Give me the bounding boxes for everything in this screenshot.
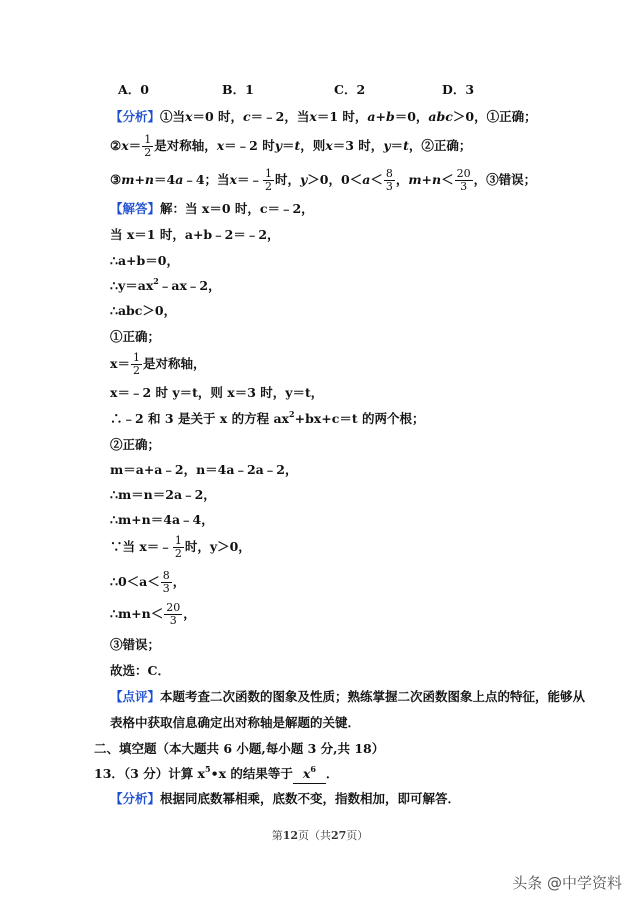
page-number: 12 [282,829,298,842]
page-footer: 第12页（共27页） [271,829,369,842]
comment-tag: 【点评】 [110,689,161,704]
solution-line-13: ∴m+n＝4a﹣4， [110,512,214,527]
solution-line-12: ∴m＝n＝2a﹣2， [110,487,216,502]
comment-line-2: 表格中获取信息确定出对称轴是解题的关键． [110,715,361,730]
solution-line-5: ∴abc＞0， [110,303,177,318]
section-heading: 二、填空题（本大题共 6 小题,每小题 3 分,共 18） [94,741,385,756]
solution-line-8: x＝﹣2 时 y＝t，则 x＝3 时，y＝t， [110,385,324,400]
solution-line-2: 当 x＝1 时，a+b﹣2＝﹣2， [110,227,280,242]
solution-line-6: ①正确； [110,329,161,344]
option-d: D．3 [442,82,475,97]
q13-analysis: 【分析】根据同底数幂相乘，底数不变，指数相加，即可解答． [110,791,461,806]
solution-tag: 【解答】 [110,201,161,216]
fraction: $\frac{1}{2}$ [265,167,272,193]
answer-blank: $x^6$ [293,765,326,784]
question-13: 13．（3 分）计算 $x^5•x$ 的结果等于 $x^6$ ． [94,765,338,784]
solution-line-18: 故选：C． [110,663,170,678]
solution-line-10: ②正确； [110,437,161,452]
analysis-tag: 【分析】 [110,791,161,806]
analysis-line-2: ②x＝ $\frac{1}{2}$ 是对称轴，x＝﹣2 时y＝t，则x＝3 时，y＝t，②正确； [110,133,472,159]
solution-line-7: x＝ $\frac{1}{2}$ 是对称轴， [110,351,206,377]
solution-line-15: ∴0＜a＜ $\frac{8}{3}$ ， [110,569,186,595]
option-a: A．0 [118,82,149,97]
analysis-line-1: 【分析】①当x＝0 时，c＝﹣2，当x＝1 时，a+b＝0，abc＞0，①正确； [110,109,537,124]
fraction: $\frac{1}{2}$ [174,534,182,560]
solution-line-16: ∴m+n＜ $\frac{20}{3}$ ， [110,601,196,627]
fraction: $\frac{20}{3}$ [166,601,181,627]
fraction: $\frac{1}{2}$ [132,351,140,377]
solution-line-4: $\therefore y=ax^2﹣ax﹣2$， [110,276,221,293]
comment-line-1: 【点评】本题考查二次函数的图象及性质；熟练掌握二次函数图象上点的特征，能够从 [110,689,586,704]
fraction: $\frac{8}{3}$ [385,167,393,193]
solution-line-17: ③错误； [110,637,161,652]
solution-line-1: 【解答】解：当 x＝0 时，c＝﹣2， [110,201,314,216]
solution-line-9: ∴﹣2 和 3 是关于 x 的方程 $ax^2+bx+c=t$ 的两个根； [110,409,425,426]
fraction: $\frac{20}{3}$ [456,167,471,193]
watermark: 头条 @中学资料 [512,874,622,892]
analysis-tag: 【分析】 [110,109,161,124]
fraction: $\frac{8}{3}$ [162,569,170,595]
option-c: C．2 [334,82,366,97]
solution-line-3: ∴a+b＝0， [110,253,179,268]
option-b: B．1 [222,82,254,97]
solution-line-11: m＝a+a﹣2，n＝4a﹣2a﹣2， [110,462,298,477]
fraction: $\frac{1}{2}$ [144,133,152,159]
total-pages: 27 [331,829,347,842]
solution-line-14: ∵当 x＝﹣ $\frac{1}{2}$ 时，y＞0， [110,534,251,560]
analysis-line-3: ③m+n＝4a﹣4；当x＝﹣ $\frac{1}{2}$ 时，y＞0，0＜a＜ $\frac{8}{3}$ ，m+n＜ $\frac{20}{3}$ ，③错误； [110,167,537,193]
